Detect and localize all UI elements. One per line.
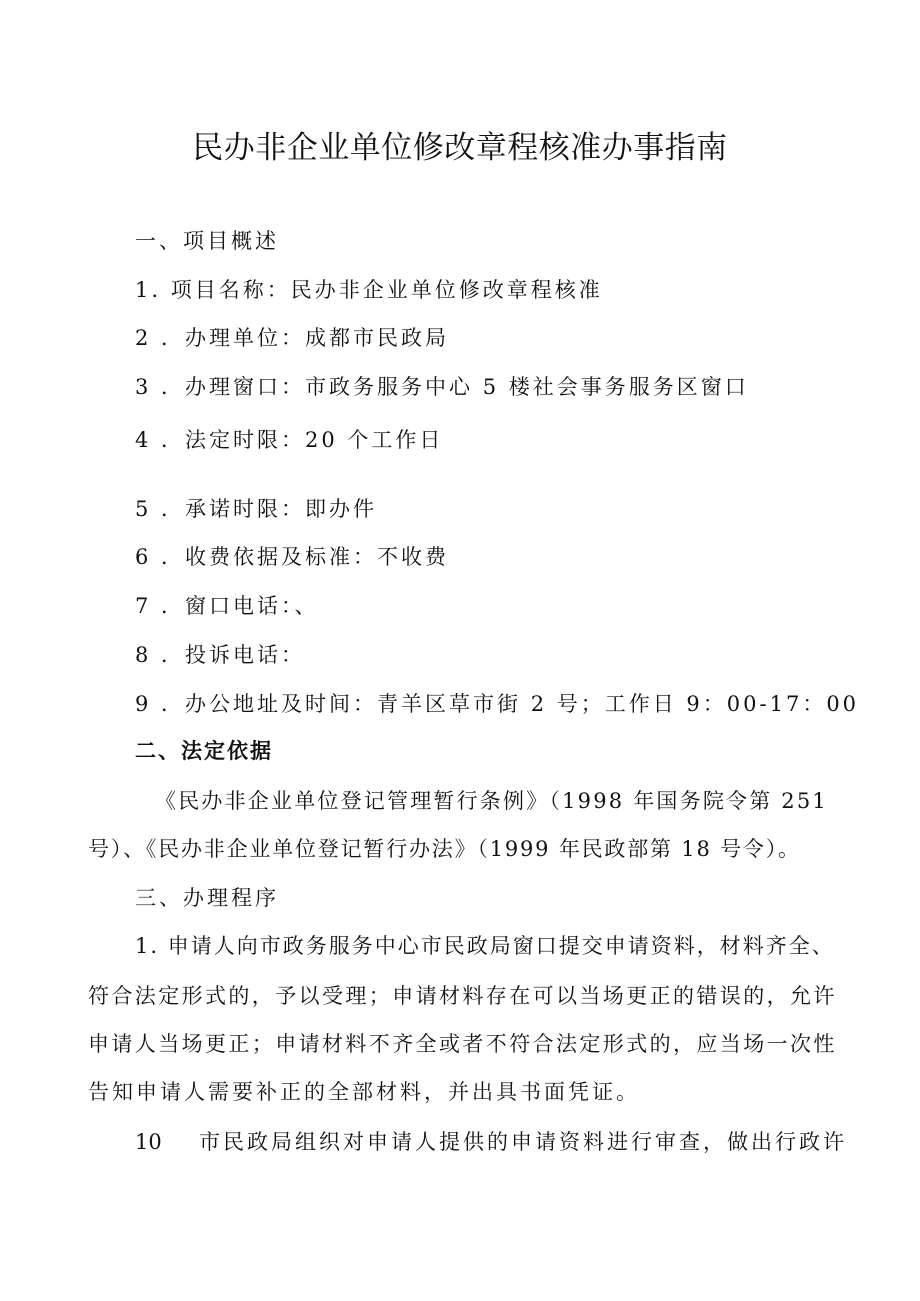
overview-item-promise-limit: 5 ．承诺时限：即办件	[135, 497, 378, 521]
procedure-para-1-line-4: 告知申请人需要补正的全部材料，并出具书面凭证。	[88, 1080, 640, 1104]
overview-item-window: 3 ．办理窗口：市政务服务中心 5 楼社会事务服务区窗口	[135, 375, 749, 399]
procedure-para-1-line-1: 1. 申请人向市政务服务中心市民政局窗口提交申请资料，材料齐全、	[135, 934, 835, 958]
overview-item-window-phone: 7 ．窗口电话：、	[135, 594, 319, 618]
procedure-para-1-line-2: 符合法定形式的，予以受理；申请材料存在可以当场更正的错误的，允许	[88, 984, 837, 1008]
document-title: 民办非企业单位修改章程核准办事指南	[192, 130, 728, 166]
section-1-heading: 一、项目概述	[135, 229, 279, 253]
section-2-heading: 二、法定依据	[135, 739, 273, 763]
overview-item-unit: 2 ．办理单位：成都市民政局	[135, 326, 450, 350]
legal-basis-line-2: 号）、《民办非企业单位登记暂行办法》（1999 年民政部第 18 号令）。	[88, 837, 801, 861]
overview-item-name: 1. 项目名称：民办非企业单位修改章程核准	[135, 278, 603, 302]
overview-item-address-time: 9 ．办公地址及时间：青羊区草市街 2 号；工作日 9：00-17：00	[135, 692, 860, 716]
procedure-para-1-line-3: 申请人当场更正；申请材料不齐全或者不符合法定形式的，应当场一次性	[88, 1032, 837, 1056]
overview-item-complaint-phone: 8 ．投诉电话：	[135, 643, 306, 667]
procedure-para-2-number: 10	[135, 1130, 162, 1154]
overview-item-fee: 6 ．收费依据及标准：不收费	[135, 545, 450, 569]
overview-item-legal-limit: 4 ．法定时限：20 个工作日	[135, 428, 444, 452]
legal-basis-line-1: 《民办非企业单位登记管理暂行条例》（1998 年国务院令第 251	[155, 789, 828, 813]
procedure-para-2-text: 市民政局组织对申请人提供的申请资料进行审查，做出行政许	[199, 1130, 847, 1154]
section-3-heading: 三、办理程序	[135, 886, 279, 910]
